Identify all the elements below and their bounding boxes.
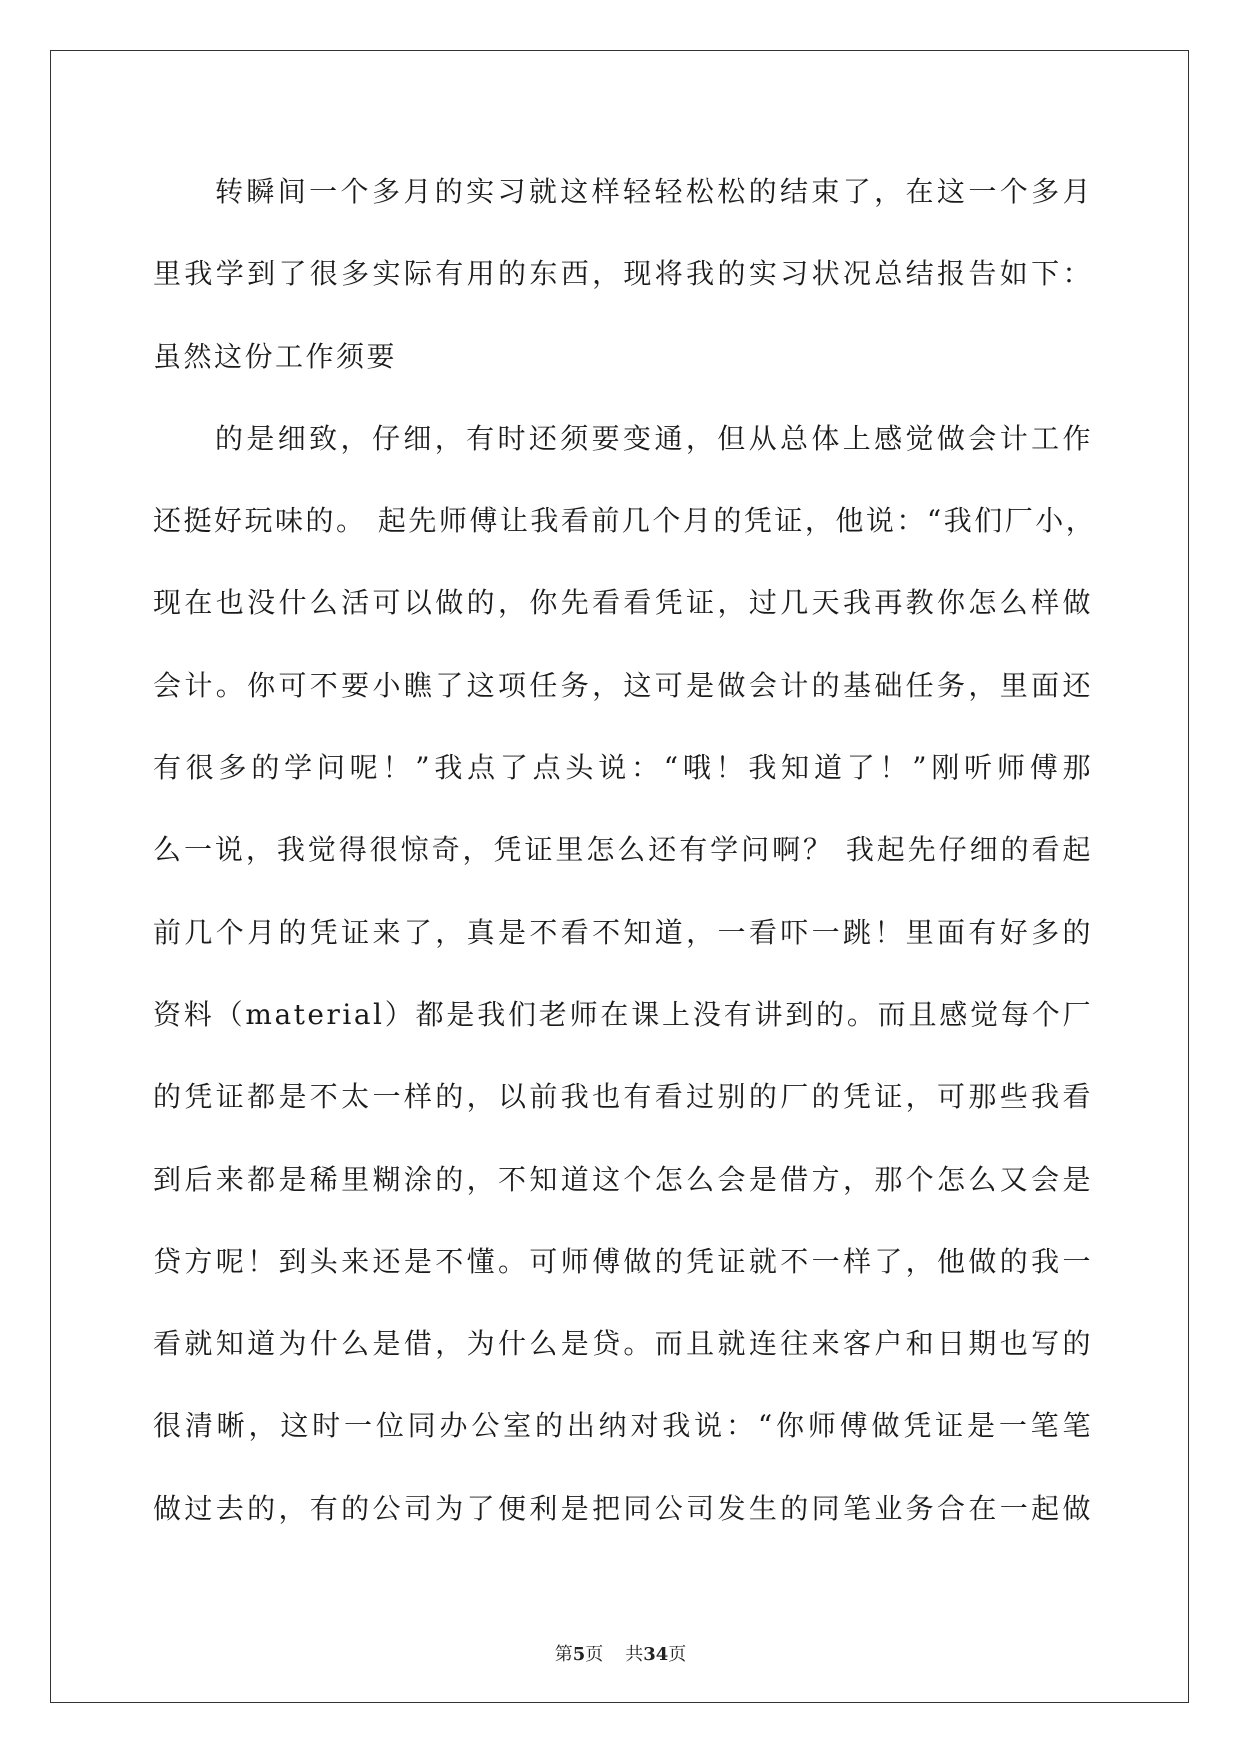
text-line: 的凭证都是不太一样的，以前我也有看过别的厂的凭证，可那些我看 <box>153 1080 1093 1114</box>
text-line: 资料（material）都是我们老师在课上没有讲到的。而且感觉每个厂 <box>153 997 1093 1031</box>
footer-page-suffix: 页 <box>585 1644 604 1665</box>
text-line: 虽然这份工作须要 <box>153 339 398 373</box>
footer-total-prefix: 共 <box>625 1644 644 1665</box>
footer-total-suffix: 页 <box>668 1644 687 1665</box>
text-line: 贷方呢！到头来还是不懂。可师傅做的凭证就不一样了，他做的我一 <box>153 1244 1093 1278</box>
text-line: 做过去的，有的公司为了便利是把同公司发生的同笔业务合在一起做 <box>153 1491 1093 1525</box>
text-line: 转瞬间一个多月的实习就这样轻轻松松的结束了，在这一个多月 <box>215 175 1093 208</box>
text-line: 很清晰，这时一位同办公室的出纳对我说：“你师傅做凭证是一笔笔 <box>153 1409 1093 1443</box>
total-pages: 34 <box>643 1644 669 1665</box>
document-body <box>153 164 1097 1563</box>
text-line: 里我学到了很多实际有用的东西，现将我的实习状况总结报告如下： <box>153 257 1093 291</box>
text-line: 现在也没什么活可以做的，你先看看凭证，过几天我再教你怎么样做 <box>153 586 1093 620</box>
text-line: 还挺好玩味的。 起先师傅让我看前几个月的凭证，他说：“我们厂小， <box>153 504 1097 538</box>
text-line: 有很多的学问呢！”我点了点头说：“哦！我知道了！”刚听师傅那 <box>153 751 1093 785</box>
text-line: 看就知道为什么是借，为什么是贷。而且就连往来客户和日期也写的 <box>153 1327 1093 1361</box>
text-line: 么一说，我觉得很惊奇，凭证里怎么还有学问啊？ 我起先仔细的看起 <box>153 833 1093 867</box>
text-line: 到后来都是稀里糊涂的，不知道这个怎么会是借方，那个怎么又会是 <box>153 1162 1093 1196</box>
page-number: 5 <box>572 1644 586 1665</box>
footer-prefix: 第 <box>554 1644 573 1665</box>
text-line: 会计。你可不要小瞧了这项任务，这可是做会计的基础任务，里面还 <box>153 668 1093 702</box>
text-line: 的是细致，仔细，有时还须要变通，但从总体上感觉做会计工作 <box>215 421 1093 455</box>
page-footer <box>0 1640 1241 1666</box>
text-line: 前几个月的凭证来了，真是不看不知道，一看吓一跳！里面有好多的 <box>153 915 1093 949</box>
